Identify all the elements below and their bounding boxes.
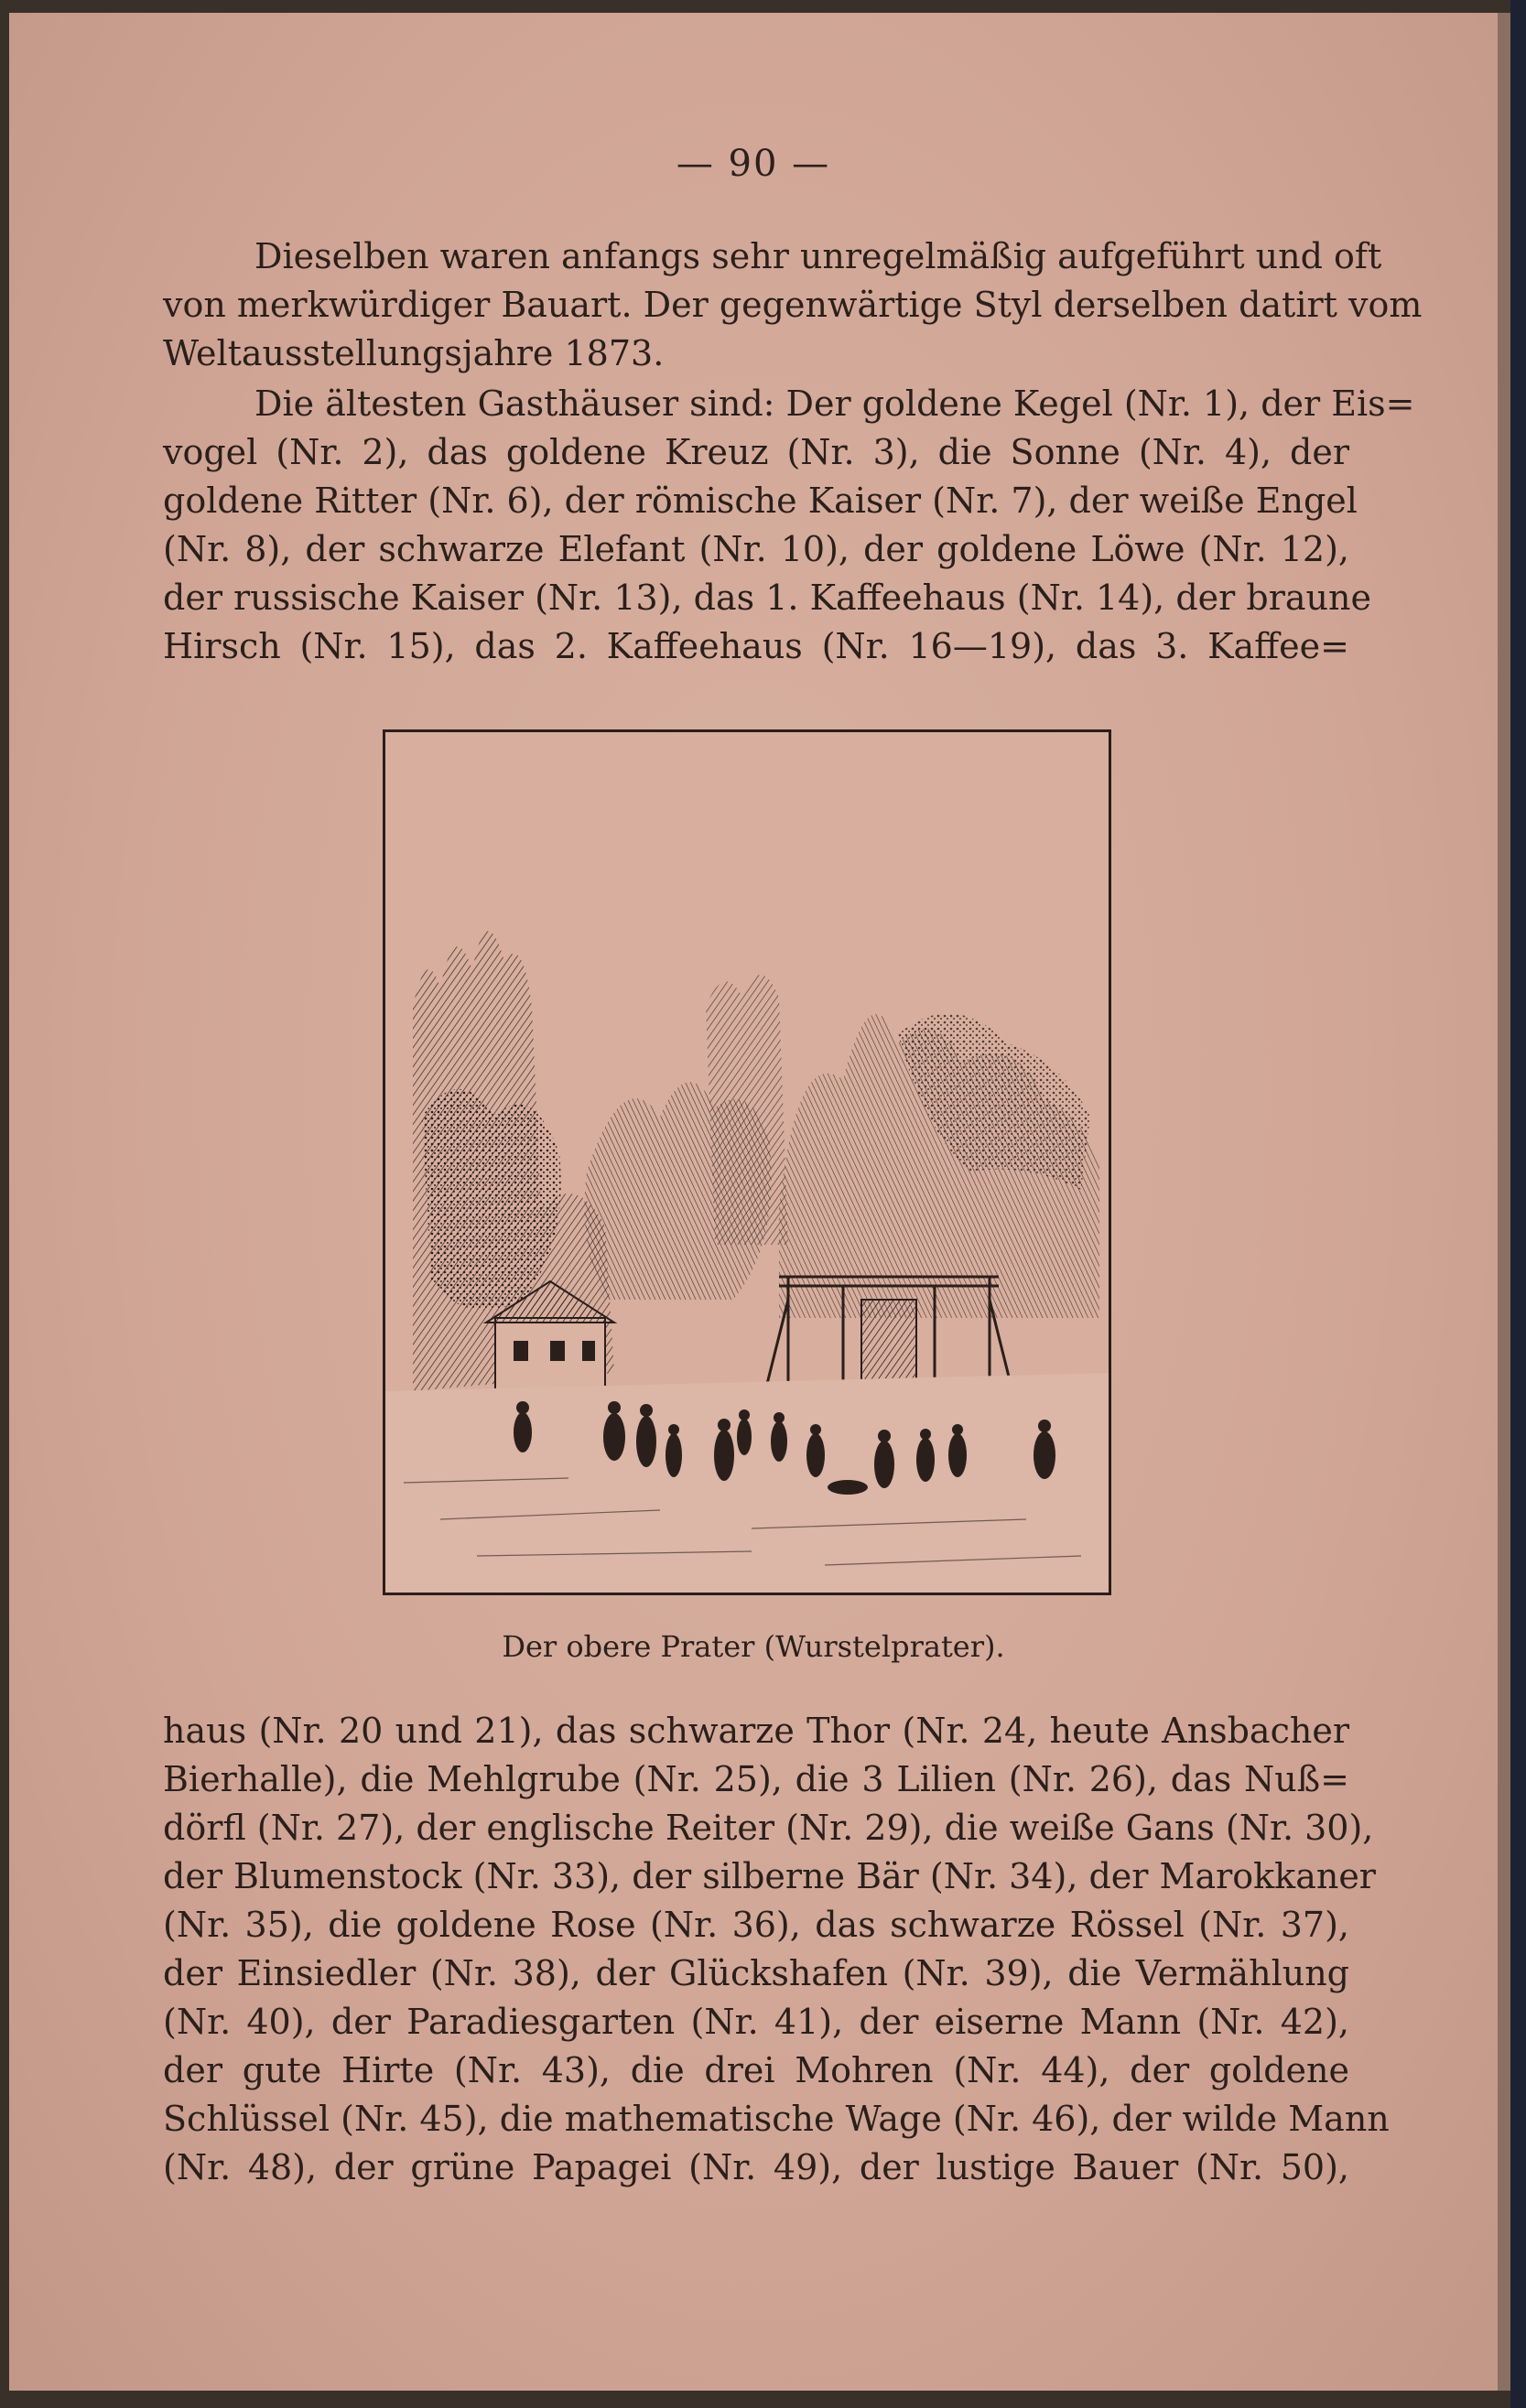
- text-line: (Nr. 35), die goldene Rose (Nr. 36), das schwarze Rössel (Nr. 37),: [163, 1905, 1349, 1945]
- text-line: Weltausstellungsjahre 1873.: [163, 333, 665, 373]
- text-line: (Nr. 8), der schwarze Elefant (Nr. 10), der goldene Löwe (Nr. 12),: [163, 529, 1349, 569]
- text-line: Die ältesten Gasthäuser sind: Der goldene Kegel (Nr. 1), der Eis=: [254, 383, 1415, 424]
- book-page: [9, 13, 1498, 2391]
- text-line: (Nr. 48), der grüne Papagei (Nr. 49), der lustige Bauer (Nr. 50),: [163, 2147, 1349, 2187]
- text-line: Bierhalle), die Mehlgrube (Nr. 25), die 3 Lilien (Nr. 26), das Nuß=: [163, 1759, 1349, 1799]
- text-line: Dieselben waren anfangs sehr unregelmäßig aufgeführt und oft: [254, 236, 1382, 276]
- text-line: der Blumenstock (Nr. 33), der silberne Bär (Nr. 34), der Marokkaner: [163, 1856, 1376, 1896]
- paragraph-inns: [163, 380, 1415, 671]
- paragraph-intro: [163, 232, 1423, 378]
- engraving-illustration: [383, 729, 1111, 1595]
- paragraph-continued: [163, 1707, 1390, 2192]
- text-line: Schlüssel (Nr. 45), die mathematische Wage (Nr. 46), der wilde Mann: [163, 2099, 1390, 2139]
- page-edge: [1498, 13, 1510, 2391]
- text-line: Hirsch (Nr. 15), das 2. Kaffeehaus (Nr. 16—19), das 3. Kaffee=: [163, 626, 1349, 666]
- text-line: haus (Nr. 20 und 21), das schwarze Thor (Nr. 24, heute Ansbacher: [163, 1711, 1349, 1751]
- text-line: dörfl (Nr. 27), der englische Reiter (Nr. 29), die weiße Gans (Nr. 30),: [163, 1808, 1374, 1848]
- text-line: goldene Ritter (Nr. 6), der römische Kaiser (Nr. 7), der weiße Engel: [163, 481, 1358, 521]
- text-line: der Einsiedler (Nr. 38), der Glückshafen (Nr. 39), die Vermählung: [163, 1953, 1349, 1993]
- text-line: von merkwürdiger Bauart. Der gegenwärtige Styl derselben datirt vom: [163, 285, 1423, 325]
- text-line: vogel (Nr. 2), das goldene Kreuz (Nr. 3), die Sonne (Nr. 4), der: [163, 432, 1349, 472]
- text-line: der gute Hirte (Nr. 43), die drei Mohren (Nr. 44), der goldene: [163, 2050, 1349, 2090]
- page-number: — 90 —: [676, 143, 831, 185]
- book-binding: [1510, 0, 1526, 2408]
- text-line: (Nr. 40), der Paradiesgarten (Nr. 41), der eiserne Mann (Nr. 42),: [163, 2002, 1349, 2042]
- text-line: der russische Kaiser (Nr. 13), das 1. Kaffeehaus (Nr. 14), der braune: [163, 578, 1371, 618]
- prater-engraving-image: [385, 732, 1109, 1593]
- figure-caption: Der obere Prater (Wurstelprater).: [502, 1629, 1005, 1664]
